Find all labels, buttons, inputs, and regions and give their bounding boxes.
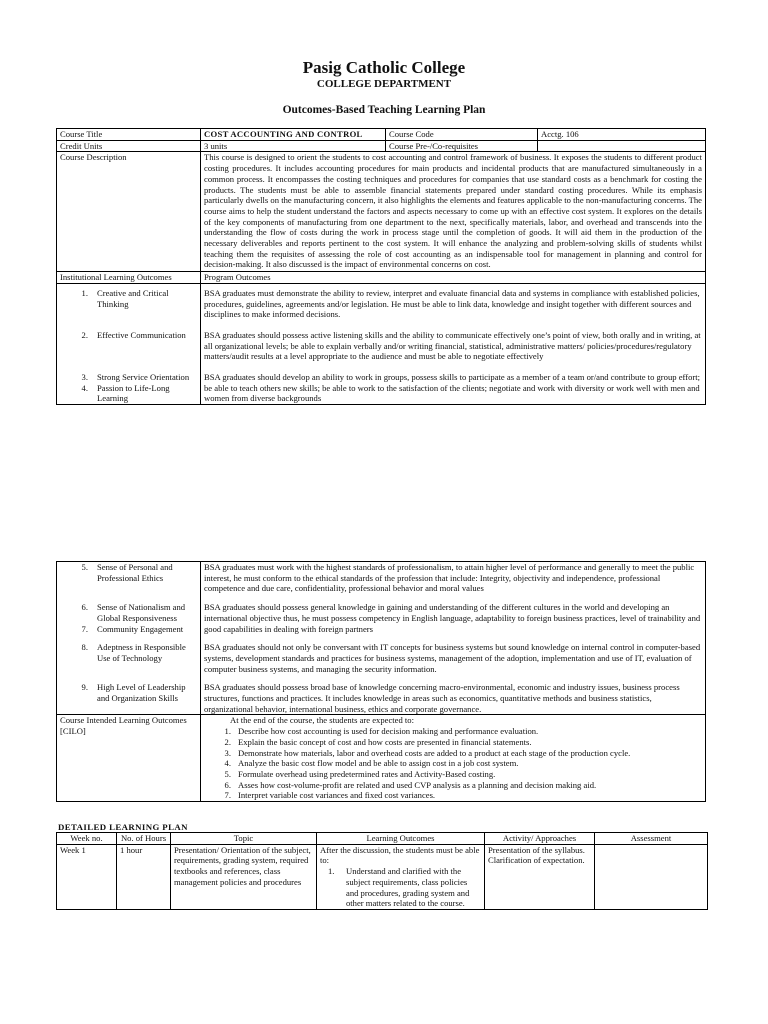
ilo-item — [60, 602, 197, 623]
ilo-item — [60, 288, 197, 309]
ilo-text: Adeptness in Responsible Use of Technology — [97, 642, 186, 663]
cilo-label: Course Intended Learning Outcomes [CILO] — [57, 715, 201, 802]
description-row — [57, 152, 706, 272]
ilo-number: 8. — [81, 642, 88, 653]
outcome-row — [57, 368, 706, 405]
ilo-number: 4. — [81, 382, 88, 393]
header-topic: Topic — [171, 833, 317, 845]
learning-outcomes-cell — [317, 844, 485, 909]
po-label: Program Outcomes — [201, 272, 706, 284]
outcome-row — [57, 602, 706, 642]
credit-units-row — [57, 140, 706, 152]
course-code-value: Acctg. 106 — [538, 129, 706, 141]
ilo-number: 7. — [81, 623, 88, 634]
cilo-item — [204, 726, 702, 737]
prereq-value — [538, 140, 706, 152]
cilo-text: Formulate overhead using predetermined rates and Activity-Based costing. — [238, 768, 496, 779]
ilo-text: Strong Service Orientation — [97, 372, 190, 383]
activity-cell: Presentation of the syllabus. Clarification of expectation. — [485, 844, 595, 909]
outcome-row — [57, 642, 706, 682]
dlp-header-row — [57, 833, 708, 845]
ilo-text: High Level of Leadership and Organization Skills — [97, 682, 186, 704]
ilo-text: Sense of Personal and Professional Ethics — [97, 562, 173, 583]
lo-item — [320, 866, 481, 909]
header-hours: No. of Hours — [117, 833, 171, 845]
ilo-item — [60, 330, 197, 341]
cilo-item — [204, 790, 702, 801]
description-label: Course Description — [57, 152, 201, 272]
po-text: BSA graduates should not only be conversant with IT concepts for business systems but sound knowledge on internal control in computer-based systems, development standards and practices for business systems, management of the adoption, implementation and use of IT, evaluation of computer business systems, and managing the security information. — [201, 642, 706, 682]
assessment-cell — [595, 844, 708, 909]
header-week: Week no. — [57, 833, 117, 845]
ilo-number: 2. — [81, 329, 88, 340]
ilo-text: Passion to Life-Long Learning — [97, 382, 170, 404]
ilo-label: Institutional Learning Outcomes — [57, 272, 201, 284]
cilo-number: 2. — [224, 736, 231, 747]
po-text: BSA graduates should possess active listening skills and the ability to communicate effectively one’s point of view, both orally and in writing, at all organizational levels; be able to explain verbally and/or writing financial, statistical, administrative matters/ policies/procedures/regulatory matters/audit results at a level appropriate to the audience and must be able to negotiate effectively — [201, 326, 706, 368]
cilo-number: 5. — [224, 768, 231, 779]
header-activity: Activity/ Approaches — [485, 833, 595, 845]
outcome-row — [57, 326, 706, 368]
lo-intro: After the discussion, the students must be able to: — [320, 844, 480, 866]
outcome-row — [57, 283, 706, 326]
ilo-item — [60, 642, 197, 663]
lo-text: Understand and clarified with the subject requirements, class policies and procedures, grading system and other matters related to the course. — [346, 866, 470, 909]
cilo-item — [204, 758, 702, 769]
course-info-table — [56, 128, 706, 405]
outcome-row — [57, 562, 706, 603]
cilo-text: Demonstrate how materials, labor and overhead costs are added to a product at each stage of the production cycle. — [238, 747, 631, 758]
cilo-text: Interpret variable cost variances and fixed cost variances. — [238, 790, 436, 801]
course-title-label: Course Title — [57, 129, 201, 141]
week-cell: Week 1 — [57, 844, 117, 909]
cilo-number: 4. — [224, 758, 231, 769]
po-text: BSA graduates should possess general knowledge in gaining and understanding of the different cultures in the world and developing an international objective thus, he must possess competency in English language, adaptability to foreign business practices, level of trainability and good capabilities in dealing with foreign partners — [201, 602, 706, 642]
cilo-item — [204, 748, 702, 759]
header-assessment: Assessment — [595, 833, 708, 845]
ilo-item — [60, 624, 197, 635]
hours-cell: 1 hour — [117, 844, 171, 909]
po-text: BSA graduates must work with the highest standards of professionalism, to attain higher level of performance and generally to meet the public interest, he must conform to the ethical standards of the profession that include: Integrity, objectivity and independence, professional competence and due care, confidentiality, professional behavior and moral values — [201, 562, 706, 603]
cilo-text: Analyze the basic cost flow model and be able to assign cost in a job cost system. — [238, 758, 519, 769]
ilo-number: 9. — [81, 682, 88, 693]
cilo-item — [204, 780, 702, 791]
ilo-text: Effective Communication — [97, 329, 186, 340]
course-code-label: Course Code — [386, 129, 538, 141]
cilo-intro: At the end of the course, the students are expected to: — [230, 715, 414, 726]
cilo-row — [57, 715, 706, 802]
ilo-cell — [57, 682, 201, 715]
ilo-number: 3. — [81, 372, 88, 383]
cilo-number: 1. — [224, 726, 231, 737]
ilo-cell — [57, 642, 201, 682]
outcome-row — [57, 682, 706, 715]
ilo-cell — [57, 562, 201, 603]
course-title-row — [57, 129, 706, 141]
ilo-number: 5. — [81, 562, 88, 572]
cilo-text: Asses how cost-volume-profit are related and used CVP analysis as a planning and decision making aid. — [238, 779, 597, 790]
detailed-learning-plan-title: DETAILED LEARNING PLAN — [58, 822, 188, 832]
prereq-label: Course Pre-/Co-requisites — [386, 140, 538, 152]
ilo-number: 6. — [81, 602, 88, 613]
header-learning-outcomes: Learning Outcomes — [317, 833, 485, 845]
ilo-number: 1. — [81, 287, 88, 298]
ilo-item — [60, 383, 197, 404]
cilo-text: Describe how cost accounting is used for decision making and performance evaluation. — [238, 726, 539, 737]
credit-units-label: Credit Units — [57, 140, 201, 152]
po-text: BSA graduates should possess broad base of knowledge concerning macro-environmental, economic and industry issues, business process structures, functions and practices. It includes knowledge in areas such as economics, quantitative methods and business statistics, organizational behavior, international business, ethics and corporate governance. — [201, 682, 706, 715]
ilo-text: Creative and Critical Thinking — [97, 287, 169, 309]
ilo-cell — [57, 283, 201, 326]
outcomes-header-row — [57, 272, 706, 284]
cilo-number: 7. — [224, 790, 231, 801]
ilo-text: Community Engagement — [97, 623, 184, 634]
lo-number: 1. — [328, 866, 335, 877]
cilo-cell — [201, 715, 706, 802]
cilo-text: Explain the basic concept of cost and how costs are presented in financial statements. — [238, 736, 532, 747]
topic-cell: Presentation/ Orientation of the subject, requirements, grading system, required textbooks and references, class management policies and procedures — [171, 844, 317, 909]
detailed-learning-plan-table — [56, 832, 708, 910]
description-text: This course is designed to orient the students to cost accounting and control framework of business. It exposes the students to different product costing procedures. It includes accounting procedures for main products and incidental products that are manufactured simultaneously in a common process. It encompasses the costing techniques and procedures for companies that use standard costs as a benchmark for costing the products. The students must be able to assemble financial statements prepared under standard costing procedures. While its emphasis particularly dwells on the manufacturing concern, it also highlights the elements and features applicable to the non-manufacturing concerns. The course aims to help the student understand the factors and aspects necessary to come up with an effective cost system. It explores on the details of the key components of manufacturing from one department to the next, specifically materials, labor, and overhead and transcends into the understanding the flow of costs during the work in process stage until the completion of goods. It will aid them in the production of the necessary deliverables and reports pertinent to the cost system. It will enhance the analyzing and problem-solving skills of students whilst teaching them the requisites of assessing the role of cost accounting as an indispensable tool for management in planning and control for decision-making. It also discussed is the impact of environmental concerns on cost. — [201, 152, 706, 272]
cilo-item — [204, 769, 702, 780]
credit-units-value: 3 units — [201, 140, 386, 152]
cilo-number: 3. — [224, 747, 231, 758]
department-name: COLLEGE DEPARTMENT — [316, 78, 452, 90]
cilo-item — [204, 737, 702, 748]
po-text: BSA graduates must demonstrate the ability to review, interpret and evaluate financial data and systems in compliance with established policies, procedures, guidelines, agreements and/or legislation. He must be able to link data, knowledge and insight together with different sources and disciplines to make informed decisions. — [201, 283, 706, 326]
dlp-row — [57, 844, 708, 909]
plan-title: Outcomes-Based Teaching Learning Plan — [282, 104, 486, 116]
ilo-item — [60, 372, 197, 383]
ilo-text: Sense of Nationalism and Global Responsiveness — [97, 602, 186, 623]
ilo-item — [60, 682, 197, 703]
cilo-number: 6. — [224, 779, 231, 790]
course-title-value: COST ACCOUNTING AND CONTROL — [201, 129, 386, 141]
college-name: Pasig Catholic College — [302, 58, 466, 77]
ilo-cell — [57, 368, 201, 405]
po-text: BSA graduates should develop an ability to work in groups, possess skills to participate as a member of a team or/and contribute to group effort; be able to teach others new skills; be able to work to the satisfaction of the clients; negotiate and work with diversity or work well with men and women from diverse backgrounds — [201, 368, 706, 405]
ilo-cell — [57, 326, 201, 368]
cilo-list — [204, 726, 702, 801]
ilo-item — [60, 562, 197, 583]
outcomes-continued-table — [56, 561, 706, 802]
ilo-cell — [57, 602, 201, 642]
